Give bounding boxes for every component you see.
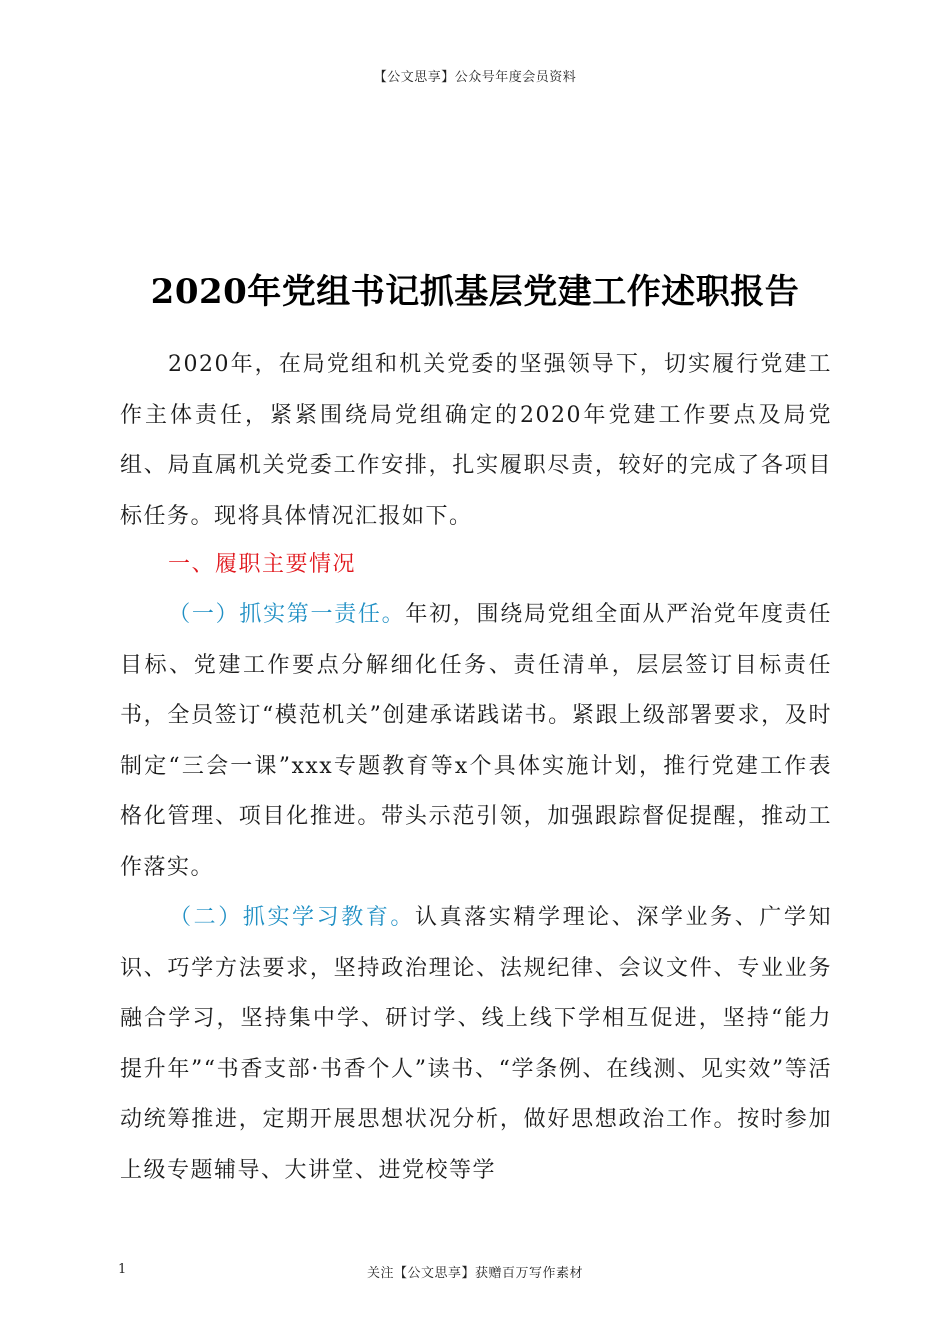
page-header: 【公文思享】公众号年度会员资料 [373, 70, 577, 85]
paragraph-body: 认真落实精学理论、深学业务、广学知识、巧学方法要求，坚持政治理论、法规纪律、会议文件、专业业务融合学习，坚持集中学、研讨学、线上线下学相互促进，坚持“能力提升年”“书香支部·书香个人”读书、“学条例、在线测、见实效”等活动统筹推进，定期开展思想状况分析，做好思想政治工作。按时参加上级专题辅导、大讲堂、进党校等学 [120, 905, 832, 1183]
section-heading: 一、履职主要情况 [168, 552, 357, 577]
subsection-heading: （一）抓实第一责任。 [168, 602, 406, 627]
intro-paragraph [120, 340, 832, 542]
document-title: 2020年党组书记抓基层党建工作述职报告 [150, 272, 800, 312]
paragraph-responsibility [120, 590, 832, 894]
paragraph-study-education [120, 893, 832, 1197]
page-footer: 关注【公文思享】获赠百万写作素材 [366, 1266, 583, 1281]
page-number: 1 [118, 1262, 127, 1277]
subsection-heading: （二）抓实学习教育。 [168, 905, 416, 930]
intro-text: 2020年，在局党组和机关党委的坚强领导下，切实履行党建工作主体责任，紧紧围绕局党组确定的2020年党建工作要点及局党组、局直属机关党委工作安排，扎实履职尽责，较好的完成了各项目标任务。现将具体情况汇报如下。 [120, 352, 832, 529]
paragraph-body: 年初，围绕局党组全面从严治党年度责任目标、党建工作要点分解细化任务、责任清单，层层签订目标责任书，全员签订“模范机关”创建承诺践诺书。紧跟上级部署要求，及时制定“三会一课”xxx专题教育等x个具体实施计划，推行党建工作表格化管理、项目化推进。带头示范引领，加强跟踪督促提醒，推动工作落实。 [120, 602, 832, 880]
